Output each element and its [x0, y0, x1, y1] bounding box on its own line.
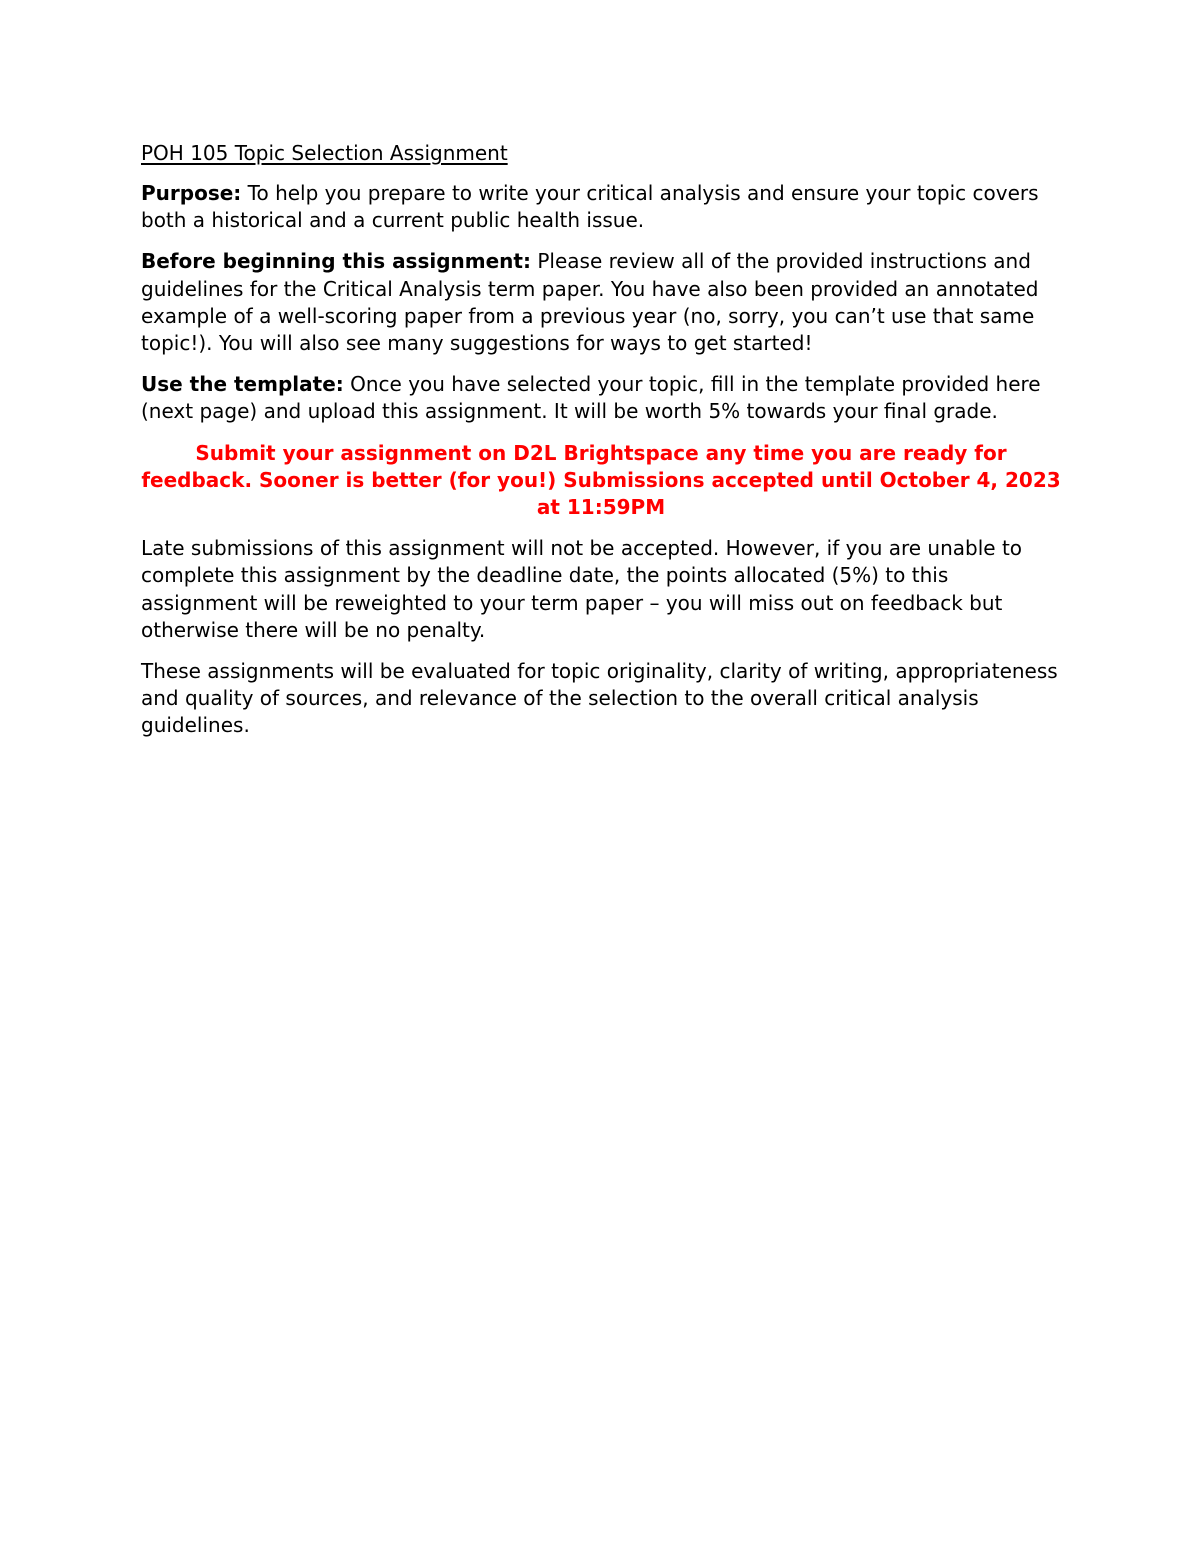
purpose-text: To help you prepare to write your critical analysis and ensure your topic covers both a historical and a current public health issue.: [141, 181, 1039, 233]
before-beginning-label: Before beginning this assignment:: [141, 249, 531, 274]
use-template-text: Once you have selected your topic, fill in the template provided here (next page) and upload this assignment. It will be worth 5% towards your final grade.: [141, 372, 1041, 424]
late-submissions-paragraph: Late submissions of this assignment will not be accepted. However, if you are unable to complete this assignment by the deadline date, the points allocated (5%) to this assignment will be reweighted to your term paper – you will miss out on feedback but otherwise there will be no penalty.: [141, 536, 1023, 642]
purpose-paragraph: [141, 180, 1061, 234]
document-page: [141, 138, 1061, 754]
purpose-label: Purpose:: [141, 181, 242, 205]
submission-deadline-notice: Submit your assignment on D2L Brightspace any time you are ready for feedback. Sooner is better (for you!) Submissions accepted until October 4, 2023 at 11:59PM: [141, 440, 1061, 520]
evaluation-paragraph: These assignments will be evaluated for topic originality, clarity of writing, appropriateness and quality of sources, and relevance of the selection to the overall critical analysis guidelines.: [141, 659, 1058, 738]
before-beginning-paragraph: [141, 248, 1061, 357]
before-beginning-text: Please review all of the provided instructions and guidelines for the Critical Analysis term paper. You have also been provided an annotated example of a well-scoring paper from a previous year (no, sorry, you can’t use that same topic!). You will also see many suggestions for ways to get started!: [141, 249, 1039, 356]
use-template-label: Use the template:: [141, 372, 344, 397]
document-title: POH 105 Topic Selection Assignment: [141, 141, 508, 165]
use-template-paragraph: [141, 371, 1061, 425]
